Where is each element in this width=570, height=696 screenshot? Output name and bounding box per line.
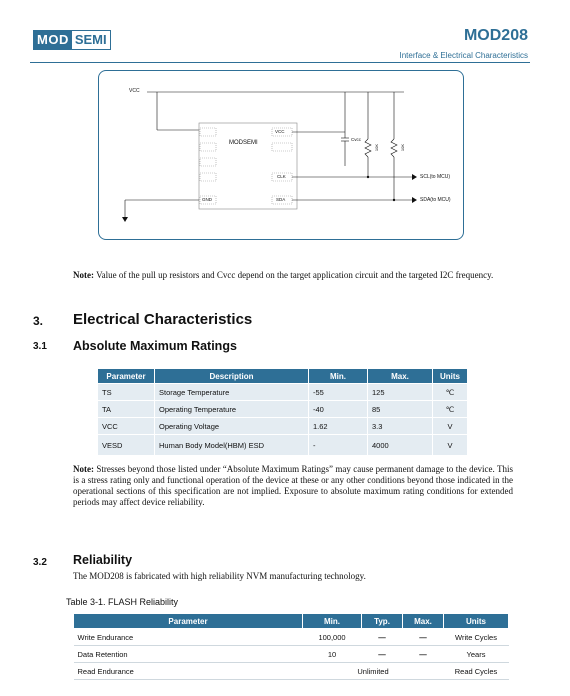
chip-label: MODSEMI — [229, 140, 258, 146]
subsection-title: Absolute Maximum Ratings — [73, 339, 237, 353]
col-max: Max. — [368, 369, 433, 384]
cell-min: 100,000 — [303, 629, 362, 646]
cell-units: Write Cycles — [444, 629, 509, 646]
table-header-row — [98, 369, 468, 384]
note-label: Note: — [73, 270, 94, 280]
note-text: Stresses beyond those listed under “Absolute Maximum Ratings” may cause permanent damage to the device. This is a stress rating only and functional operation of the device at these or any other conditions beyond those indicated in the operational sections of this specification are not implied. Exposure to absolute maximum rating conditions for extended periods may affect device reliability. — [73, 464, 514, 507]
table-row — [98, 435, 468, 456]
cell-max: 125 — [368, 384, 433, 401]
subsection-number: 3.2 — [33, 557, 47, 568]
cell-parameter: VCC — [98, 418, 155, 435]
table-row — [74, 629, 509, 646]
cell-typ: — — [362, 646, 403, 663]
vcc-label: VCC — [129, 88, 140, 94]
table-row — [74, 646, 509, 663]
cell-max: — — [403, 629, 444, 646]
document-title: MOD208 — [463, 27, 528, 44]
section-number: 3. — [33, 314, 44, 328]
table-row — [74, 663, 509, 680]
cell-min: -55 — [309, 384, 368, 401]
cell-units: Years — [444, 646, 509, 663]
cell-min: - — [309, 435, 368, 456]
flash-reliability-table — [73, 613, 509, 680]
cap-label: Cvcc — [351, 137, 361, 142]
table-row — [98, 384, 468, 401]
col-parameter: Parameter — [98, 369, 155, 384]
pin-gnd-label: GND — [202, 197, 212, 202]
resistor2-label: 10K — [400, 143, 406, 152]
section-title: Electrical Characteristics — [73, 311, 253, 328]
cell-typ: — — [362, 629, 403, 646]
cell-parameter: Read Endurance — [74, 663, 303, 680]
col-min: Min. — [303, 614, 362, 629]
table-header-row — [74, 614, 509, 629]
cell-min: -40 — [309, 401, 368, 418]
cell-parameter: Write Endurance — [74, 629, 303, 646]
logo-mod: MOD — [34, 31, 72, 49]
cell-units: Read Cycles — [444, 663, 509, 680]
cell-description: Operating Voltage — [155, 418, 309, 435]
table-row — [98, 418, 468, 435]
absolute-max-ratings-table — [97, 368, 468, 456]
note-stress — [73, 464, 513, 508]
cell-max: 4000 — [368, 435, 433, 456]
cell-description: Operating Temperature — [155, 401, 309, 418]
cell-max: 3.3 — [368, 418, 433, 435]
cell-description: Storage Temperature — [155, 384, 309, 401]
table-caption: Table 3-1. FLASH Reliability — [66, 597, 179, 607]
logo-semi: SEMI — [72, 31, 110, 49]
document-subtitle: Interface & Electrical Characteristics — [399, 51, 528, 60]
reliability-text: The MOD208 is fabricated with high reliability NVM manufacturing technology. — [73, 571, 366, 581]
company-logo — [33, 30, 111, 50]
header-divider — [30, 62, 530, 63]
cell-description: Human Body Model(HBM) ESD — [155, 435, 309, 456]
cell-max: — — [403, 646, 444, 663]
col-min: Min. — [309, 369, 368, 384]
cell-parameter: TS — [98, 384, 155, 401]
subsection-number: 3.1 — [33, 341, 47, 352]
cell-units: V — [433, 418, 468, 435]
cell-units: V — [433, 435, 468, 456]
cell-unlimited: Unlimited — [303, 663, 444, 680]
col-units: Units — [444, 614, 509, 629]
sda-label: SDA(to MCU) — [420, 197, 451, 203]
circuit-diagram — [98, 70, 464, 240]
resistor1-label: 10K — [374, 143, 380, 152]
circuit-schematic — [99, 71, 463, 239]
subsection-title: Reliability — [73, 553, 133, 567]
pin-sda-label: SDA — [276, 197, 286, 202]
note-text: Value of the pull up resistors and Cvcc depend on the target application circuit and the targeted I2C frequency. — [96, 270, 494, 280]
cell-parameter: VESD — [98, 435, 155, 456]
col-description: Description — [155, 369, 309, 384]
cell-max: 85 — [368, 401, 433, 418]
pin-clk-label: CLK — [277, 174, 286, 179]
col-typ: Typ. — [362, 614, 403, 629]
note-label: Note: — [73, 464, 94, 474]
cell-parameter: TA — [98, 401, 155, 418]
table-row — [98, 401, 468, 418]
cell-parameter: Data Retention — [74, 646, 303, 663]
col-units: Units — [433, 369, 468, 384]
cell-units: ℃ — [433, 401, 468, 418]
note-pullup — [73, 270, 513, 281]
cell-min: 10 — [303, 646, 362, 663]
scl-label: SCL(to MCU) — [420, 174, 451, 180]
col-max: Max. — [403, 614, 444, 629]
cell-units: ℃ — [433, 384, 468, 401]
cell-min: 1.62 — [309, 418, 368, 435]
pin-vcc-label: VCC — [275, 129, 285, 134]
col-parameter: Parameter — [74, 614, 303, 629]
